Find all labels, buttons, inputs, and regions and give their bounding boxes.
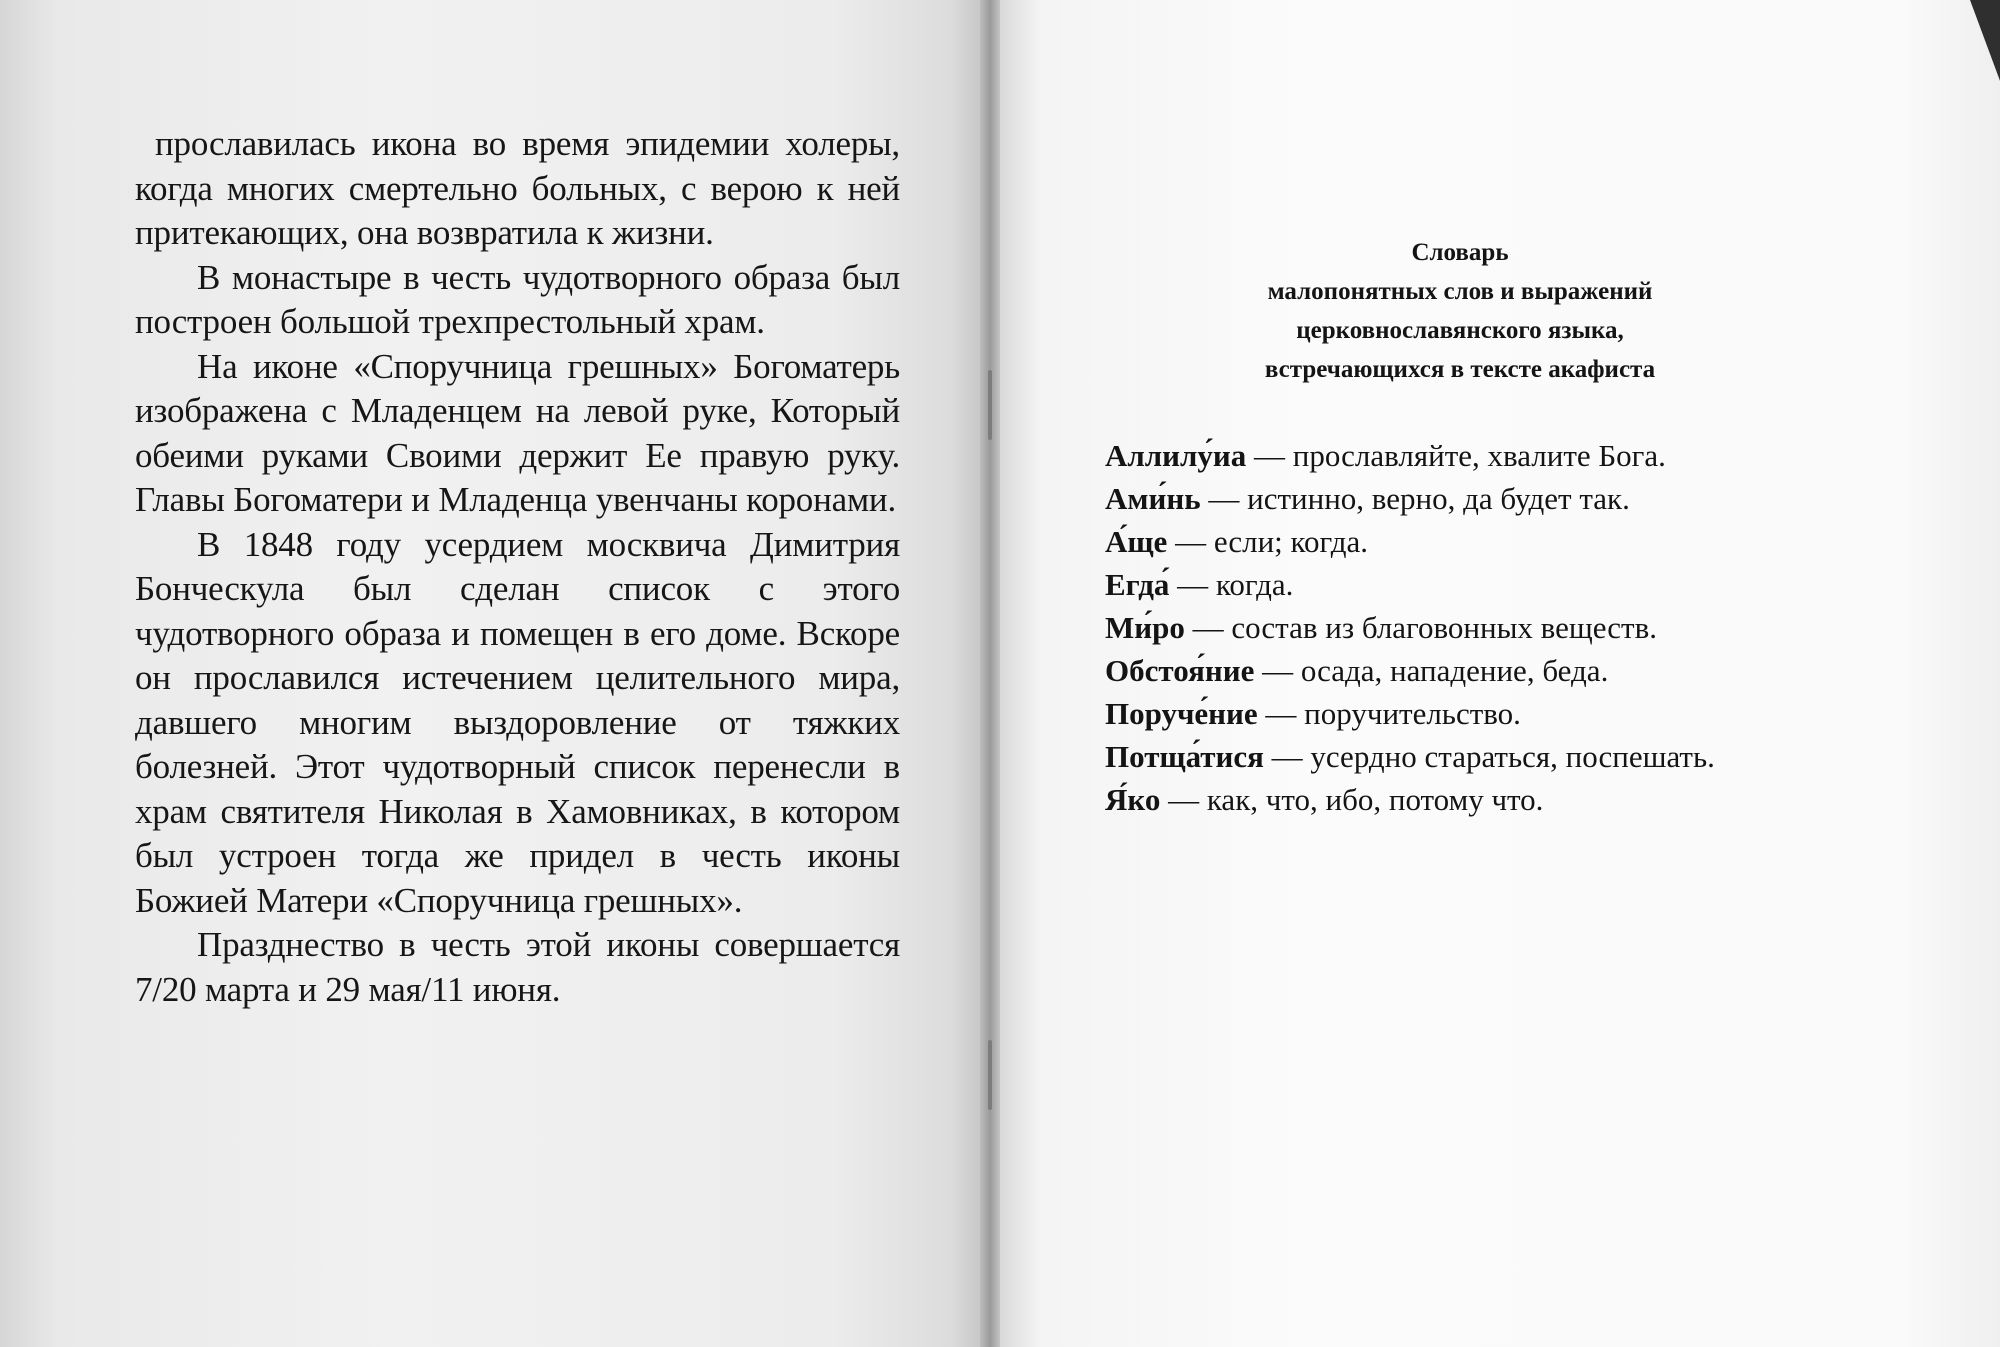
dictionary-entry [1105, 563, 1905, 606]
entry-definition: — осада, нападение, беда. [1254, 653, 1609, 688]
entry-term: Я́ко [1105, 782, 1161, 817]
entry-term: Аллилу́иа [1105, 438, 1247, 473]
entry-definition: — как, что, ибо, потому что. [1160, 782, 1544, 817]
book-gutter [980, 0, 1000, 1347]
paragraph: В 1848 году усердием москвича Димитрия Бонческула был сделан список с этого чудотворного образа и помещен в его доме. Вскоре он прославился истечением целительного мира, давшего многим выздоровление от тяжких болезней. Этот чудотворный список перенесли в храм святителя Николая в Хамовниках, в котором был устроен тогда же придел в честь иконы Божией Матери «Споручница грешных». [135, 524, 900, 920]
staple-top [988, 370, 992, 440]
dictionary-entry [1105, 778, 1905, 821]
title-line: Словарь [1411, 239, 1509, 266]
paragraph: На иконе «Споручница грешных» Богоматерь изображена с Младенцем на левой руке, Который обеими руками Своими держит Ее правую руку. Главы Богоматери и Младенца увенчаны коронами. [135, 346, 900, 519]
title-line: церковнославянского языка, [1296, 317, 1624, 344]
entry-term: Ами́нь [1105, 481, 1201, 516]
dictionary-entry [1105, 692, 1905, 735]
dictionary-entries [1105, 434, 1905, 821]
paragraph: прославилась икона во время эпидемии холеры, когда многих смертельно больных, с верою к ней притекающих, она возвратила к жизни. [135, 124, 900, 252]
dictionary-entry [1105, 477, 1905, 520]
title-line: встречающихся в тексте акафиста [1264, 356, 1656, 383]
entry-definition: — усердно стараться, поспешать. [1263, 739, 1715, 774]
entry-definition: — когда. [1169, 567, 1294, 602]
paragraph: Празднество в честь этой иконы совершается 7/20 марта и 29 мая/11 июня. [135, 925, 900, 1009]
entry-term: Ми́ро [1105, 610, 1185, 645]
entry-definition: — истинно, верно, да будет так. [1200, 481, 1630, 516]
left-page-text [135, 122, 900, 1012]
staple-bottom [988, 1040, 992, 1110]
entry-term: Поруче́ние [1105, 696, 1258, 731]
dictionary-entry [1105, 520, 1905, 563]
entry-definition: — прославляйте, хвалите Бога. [1246, 438, 1666, 473]
dictionary-entry [1105, 649, 1905, 692]
dictionary-entry [1105, 735, 1905, 778]
entry-definition: — поручительство. [1257, 696, 1521, 731]
title-line: малопонятных слов и выражений [1267, 278, 1653, 305]
entry-term: Потща́тися [1105, 739, 1264, 774]
entry-definition: — состав из благовонных веществ. [1184, 610, 1657, 645]
dictionary-entry [1105, 606, 1905, 649]
entry-term: Обстоя́ние [1105, 653, 1255, 688]
entry-term: Егда́ [1105, 567, 1170, 602]
dictionary-title [1150, 233, 1770, 389]
entry-definition: — если; когда. [1167, 524, 1368, 559]
entry-term: А́ще [1105, 524, 1168, 559]
dictionary-entry [1105, 434, 1905, 477]
paragraph: В монастыре в честь чудотворного образа был построен большой трехпрестольный храм. [135, 257, 900, 341]
